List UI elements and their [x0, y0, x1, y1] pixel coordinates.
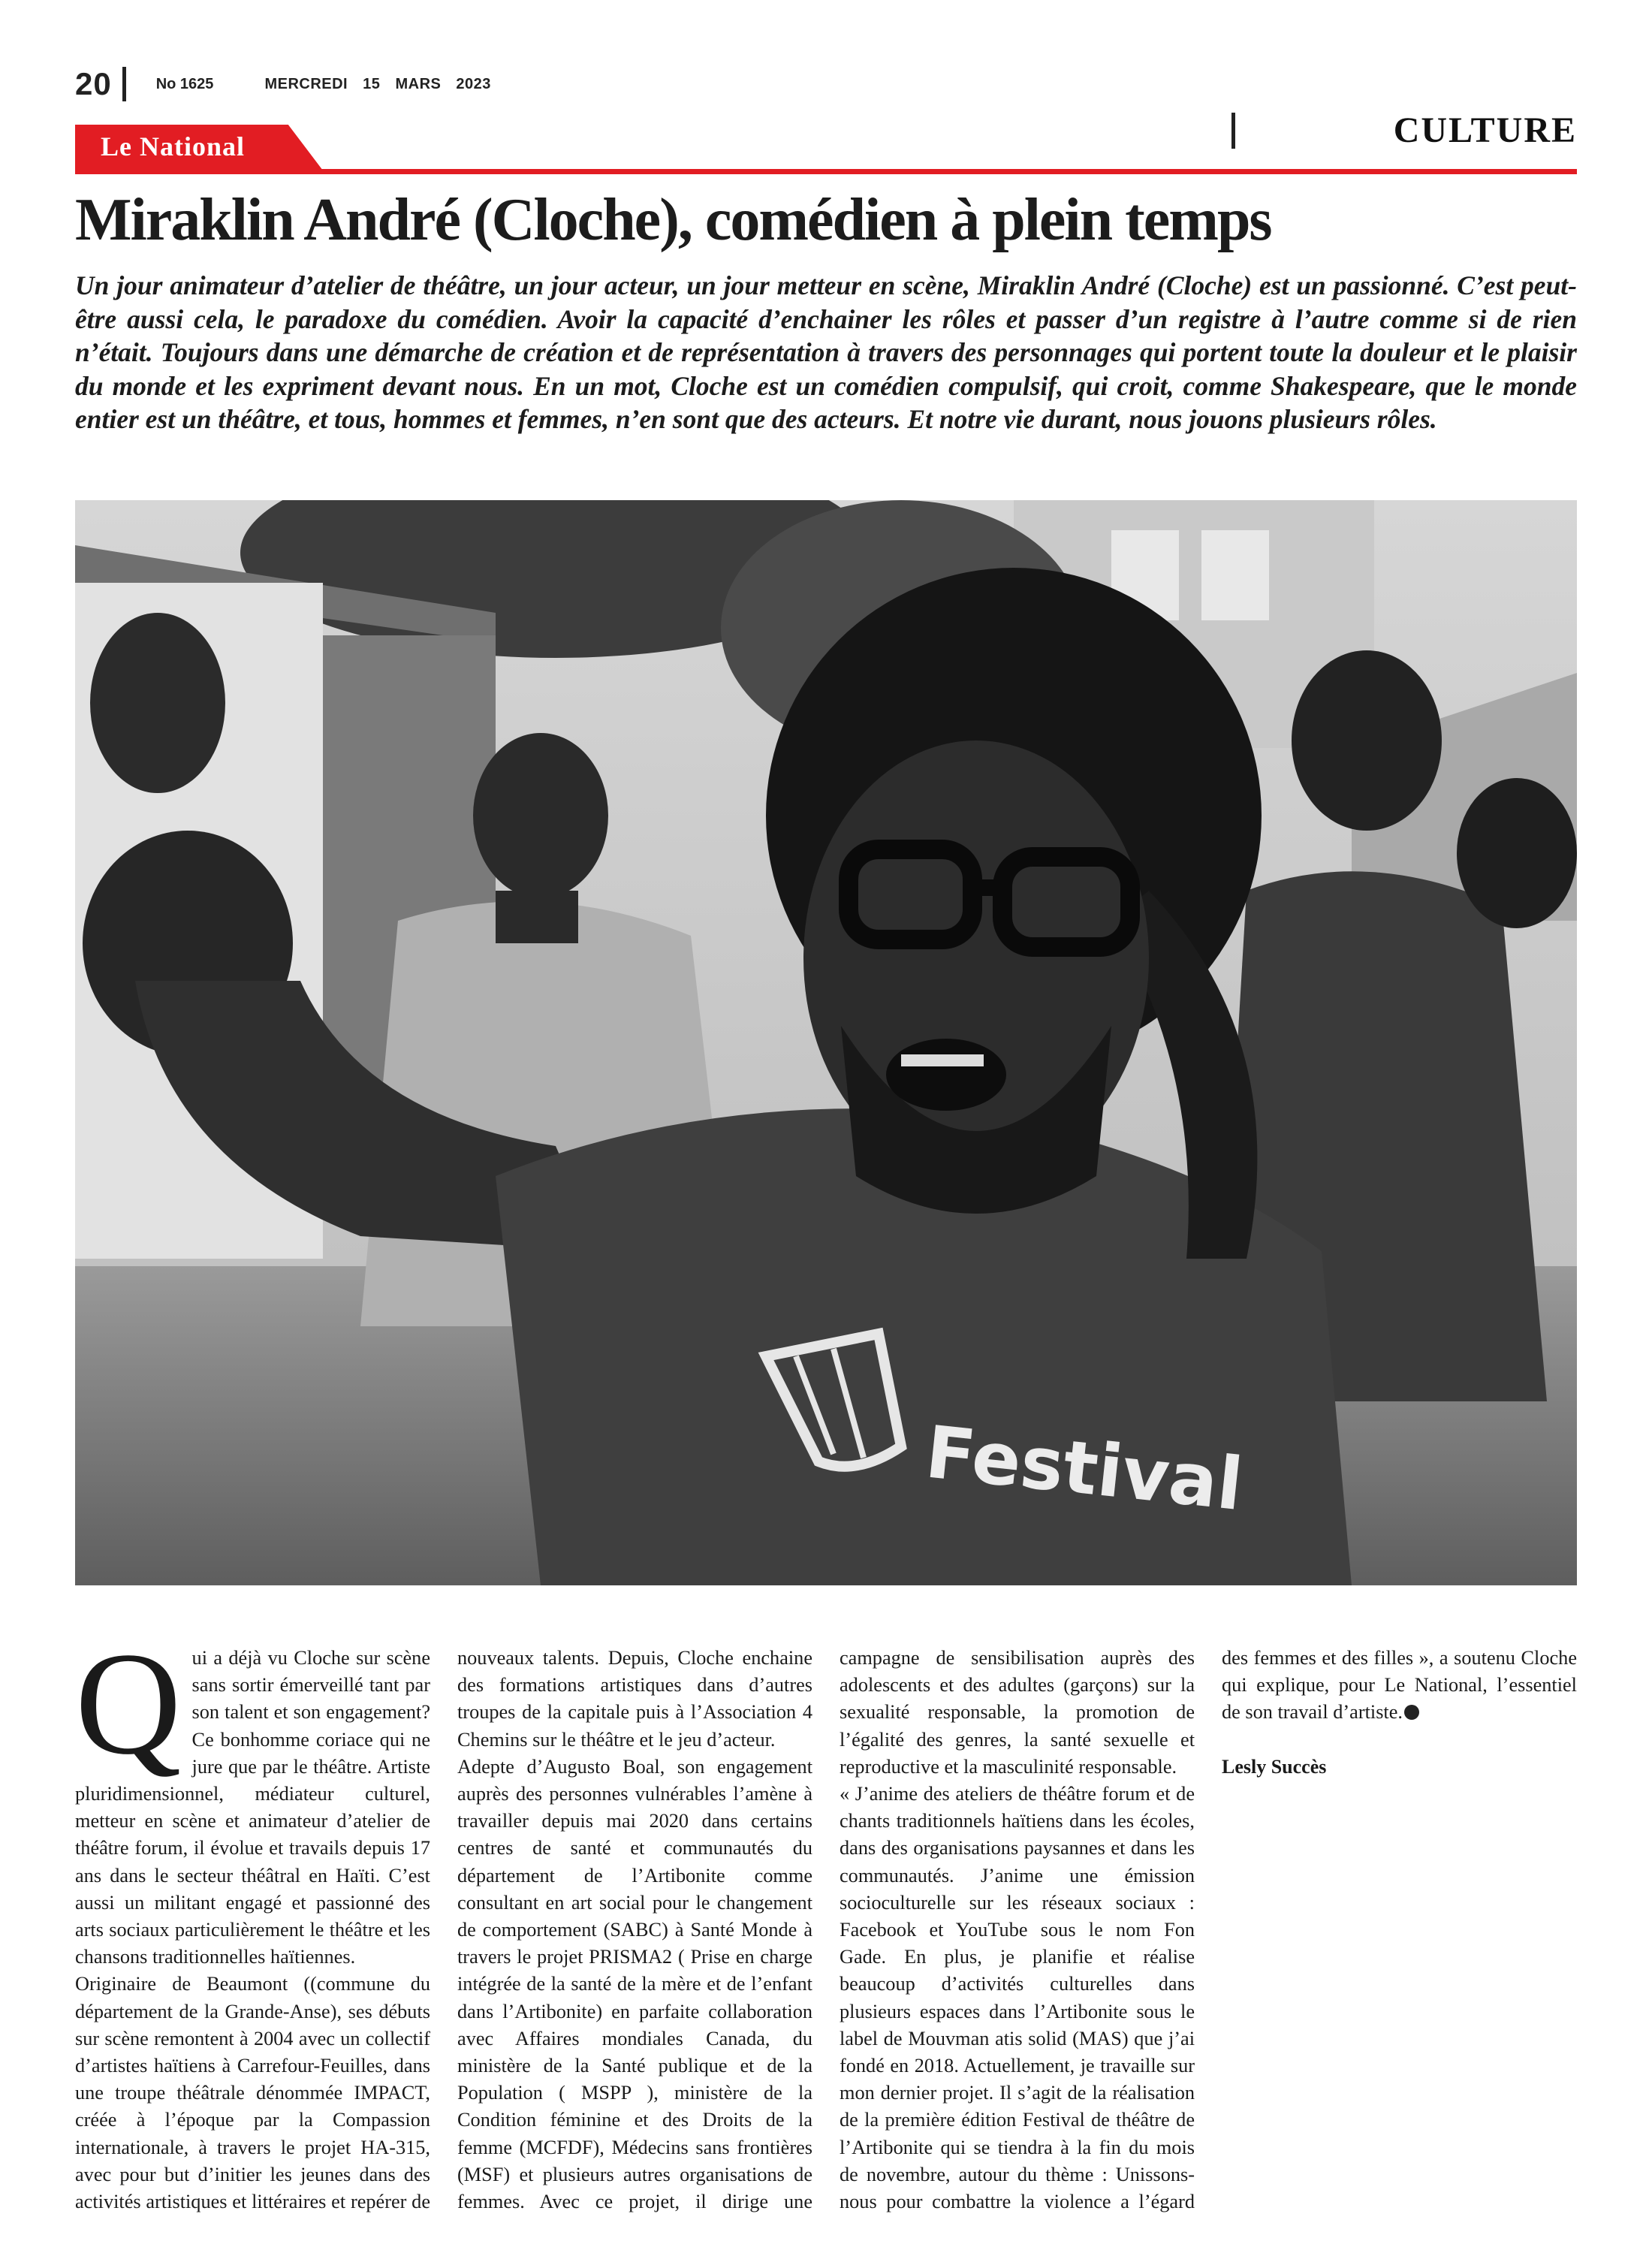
end-mark-icon	[1404, 1705, 1419, 1720]
page-number: 20	[75, 66, 112, 101]
issue-number: No 1625	[155, 75, 214, 92]
section-divider	[1231, 113, 1235, 149]
issue-date: MERCREDI 15 MARS 2023	[264, 75, 491, 92]
article-lede: Un jour animateur d’atelier de théâtre, un jour acteur, un jour metteur en scène, Miraklin André (Cloche) est un passionné. C’est peut-être aussi cela, le paradoxe du comédien. Avoir la capacité d’enchainer les rôles et passer d’un registre à l’autre comme si de rien n’était. Toujours dans une démarche de création et de représentation à travers des personnages qui portent toute la douleur et le plaisir du monde et les expriment devant nous. En un mot, Cloche est un comédien compulsif, qui croit, comme Shakespeare, que le monde entier est un théâtre, et tous, hommes et femmes, n’en sont que des acteurs. Et notre vie durant, nous jouons plusieurs rôles.	[75, 270, 1577, 434]
page-header	[75, 66, 491, 101]
article-byline: Lesly Succès	[1222, 1755, 1327, 1778]
article-headline: Miraklin André (Cloche), comédien à plein temps	[75, 187, 1271, 253]
article-paragraph-1: Qui a déjà vu Cloche sur scène sans sortir émerveillé tant par son talent et son engagement? Ce bonhomme coriace qui ne jure que par le théâtre. Artiste pluridimensionnel, médiateur culturel, metteur en scène et animateur d’atelier de théâtre forum, il évolue et travails depuis 17 ans dans le secteur théâtral en Haïti. C’est aussi un militant engagé et passionné des arts sociaux particulièrement le théâtre et les chansons traditionnelles haïtiennes.	[75, 1622, 430, 1968]
header-divider	[122, 67, 126, 101]
header-rule	[75, 169, 1577, 174]
article-paragraph-2: Originaire de Beaumont ((commune du département de la Grande-Anse), ses débuts sur scène remontent à 2004 avec un collectif d’artistes haïtiens à Carrefour-Feuilles, dans une troupe théâtrale dénommée IMPACT, créée à l’époque par la Compassion internationale, à travers le projet HA-315, avec pour but d’initier les jeunes dans des activités artistiques et littéraires et repérer de nouveaux talents. Depuis, Cloche enchaine des formations artistiques dans d’autres troupes de la capitale puis à l’Association 4 Chemins sur le théâtre et le jeu d’acteur.	[75, 1647, 812, 2213]
drop-cap: Q	[75, 1622, 182, 1785]
photo-illustration	[75, 500, 1577, 1585]
section-label: CULTURE	[1393, 110, 1577, 150]
shirt-text: Festival	[921, 1410, 1247, 1528]
article-photo	[75, 500, 1577, 1585]
newspaper-brand: Le National	[101, 131, 246, 161]
article-body	[75, 1622, 1577, 2223]
article-paragraph-4: « J’anime des ateliers de théâtre forum et de chants traditionnels haïtiens dans les écoles, dans des organisations paysannes et dans les communautés. J’anime une émission socioculturelle sur les réseaux sociaux : Facebook et YouTube sous le nom Fon Gade. En plus, je planifie et réalise beaucoup d’activités culturelles dans plusieurs espaces dans l’Artibonite sous le label de Mouvman atis solid (MAS) que j’ai fondé en 2018. Actuellement, je travaille sur mon dernier projet. Il s’agit de la réalisation de la première édition Festival de théâtre de l’Artibonite qui se tiendra à la fin du mois de novembre, autour du thème : Unissons-nous pour combattre la violence a l’égard des femmes et des filles », a soutenu Cloche qui explique, pour Le National, l’essentiel de son travail d’artiste.	[840, 1647, 1577, 2213]
article-paragraph-3: Adepte d’Augusto Boal, son engagement auprès des personnes vulnérables l’amène à travailler depuis mai 2020 dans certains centres de santé et communautés du département de l’Artibonite comme consultant en art social pour le changement de comportement (SABC) à Santé Monde à travers le projet PRISMA2 ( Prise en charge intégrée de la santé de la mère et de l’enfant dans l’Artibonite) en parfaite collaboration avec Affaires mondiales Canada, du ministère de la Santé publique et de la Population ( MSPP ), ministère de la Condition féminine et des Droits de la femme (MCFDF), Médecins sans frontières (MSF) et plusieurs autres organisations de femmes. Avec ce projet, il dirige une campagne de sensibilisation auprès des adolescents et des adultes (garçons) sur la sexualité responsable, la promotion de l’égalité des genres, la santé sexuelle et reproductive et la masculinité responsable.	[457, 1647, 1195, 2213]
